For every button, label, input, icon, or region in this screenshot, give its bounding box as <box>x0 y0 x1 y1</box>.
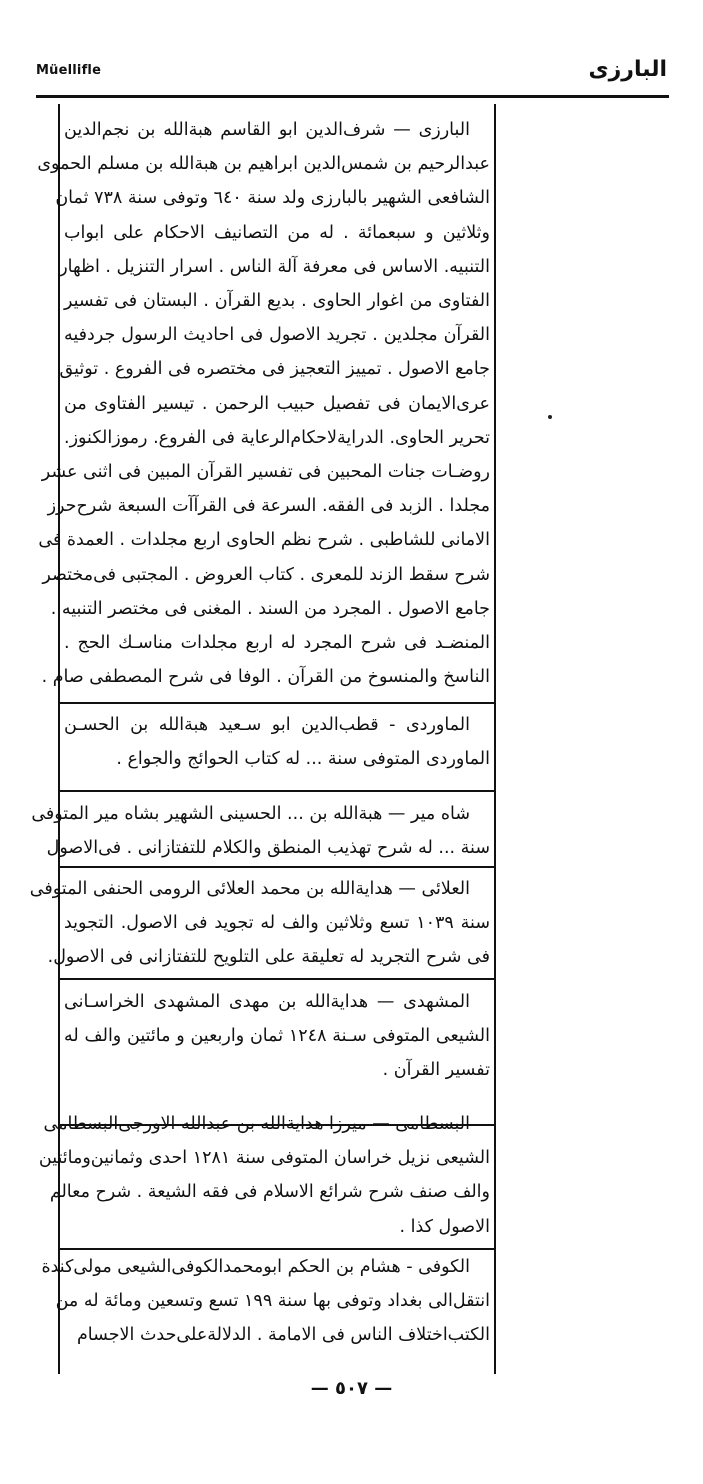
entry-line: الشافعى الشهير بالبارزى ولد سنة ٦٤٠ وتوفى سنة ٧٣٨ ثمان <box>55 188 490 209</box>
entry-line: تحرير الحاوى. الدراية‌لاحكام‌الرعاية فى الفروع. رموزالكنوز. <box>64 427 490 448</box>
entry-line: الناسخ والمنسوخ من القرآن . الوفا فى شرح المصطفى صام . <box>41 667 490 688</box>
entry-line: الماوردى - قطب‌الدين ابو سـعيد هبة‌الله بن الحسـن <box>64 715 470 735</box>
entry-line: شرح سقط الزند للمعرى . كتاب العروض . المجتبى فى‌مختصر <box>42 564 490 585</box>
entry-line: عبدالرحيم بن شمس‌الدين ابراهيم بن هبة‌الله بن مسلم الحموى <box>37 154 490 175</box>
header-rule <box>36 95 669 98</box>
entry-line: القرآن مجلدين . تجريد الاصول فى احاديث الرسول جردفيه <box>64 325 490 346</box>
entry-line: التنبيه. الاساس فى معرفة آلة الناس . اسرار التنزيل . اظهار <box>59 256 490 277</box>
entry-bistami <box>38 1107 490 1244</box>
ink-speck <box>548 415 552 419</box>
entries-container <box>29 104 496 1374</box>
entry-line: المشهدى — هداية‌الله بن مهدى المشهدى الخراسـانى <box>64 992 470 1012</box>
text-column <box>29 104 496 1374</box>
entry-line: الامانى للشاطبى . شرح نظم الحاوى اربع مجلدات . العمدة فى <box>38 530 490 551</box>
entry-line: البسطامى — ميرزا هداية‌الله بن عبدالله الاورجى‌البسطامى <box>43 1114 470 1134</box>
entry-line: العلائى — هداية‌الله بن محمد العلائى الرومى الحنفى المتوفى <box>29 879 470 899</box>
entry-line: الاصول كذا . <box>399 1216 490 1237</box>
entry-line: الكتب‌اختلاف الناس فى الامامة . الدلالة‌على‌حدث الاجسام <box>76 1325 490 1346</box>
entry-line: المنضـد فى شرح المجرد له اربع مجلدات مناسـك الحج . <box>64 633 490 654</box>
entry-mashhadi <box>64 985 490 1088</box>
header-left-text: Müellifle <box>36 63 102 78</box>
entry-line: الفتاوى من اغوار الحاوى . بديع القرآن . البستان فى تفسير <box>64 291 490 312</box>
entry-alai <box>29 872 490 975</box>
entry-line: انتقل‌الى بغداد وتوفى بها سنة ١٩٩ تسع وتسعين ومائة له من <box>55 1291 490 1312</box>
header-right-title: البارزى <box>588 57 667 82</box>
entry-line: سنة ... له شرح تهذيب المنطق والكلام للتفتازانى . فى‌الاصول <box>46 838 490 859</box>
entry-line: عرى‌الايمان فى تفصيل حبيب الرحمن . تيسير الفتاوى من <box>64 393 490 414</box>
entry-line: سنة ١٠٣٩ تسع وثلاثين والف له تجويد فى الاصول. التجويد <box>64 913 490 934</box>
entry-line: روضـات جنات المحبين فى تفسير القرآن المبين فى اثنى عشر <box>41 462 490 483</box>
entry-mawardi <box>64 708 490 776</box>
page-number: — ٥٠٧ — <box>310 1378 393 1399</box>
entry-line: شاه مير — هبة‌الله بن ... الحسينى الشهير بشاه مير المتوفى <box>31 804 470 824</box>
entry-kufi <box>41 1250 490 1353</box>
entry-line: تفسير القرآن . <box>382 1060 490 1081</box>
entry-line: الشيعى المتوفى سـنة ١٢٤٨ ثمان واربعين و مائتين والف له <box>64 1026 490 1047</box>
entry-line: مجلدا . الزبد فى الفقه. السرعة فى القرآآت السبعة شرح‌حرز <box>47 496 490 517</box>
entry-barizi <box>37 113 490 694</box>
entry-line: البارزى — شرف‌الدين ابو القاسم هبة‌الله بن نجم‌الدين <box>64 120 470 140</box>
entry-shah-mir <box>31 797 490 865</box>
entry-line: والف صنف شرح شرائع الاسلام فى فقه الشيعة . شرح معالم <box>49 1182 490 1203</box>
entry-line: فى شرح التجريد له تعليقة على التلويح للتفتازانى فى الاصول. <box>47 947 490 968</box>
entry-line: وثلاثين و سبعمائة . له من التصانيف الاحكام على ابواب <box>64 222 490 243</box>
entry-line: الماوردى المتوفى سنة ... له كتاب الحوائج والجواع . <box>116 749 490 770</box>
entry-line: الكوفى - هشام بن الحكم ابومحمدالكوفى‌الشيعى مولى‌كندة <box>41 1257 470 1277</box>
entry-line: جامع الاصول . المجرد من السند . المغنى فى مختصر التنبيه . <box>50 598 490 619</box>
entry-line: جامع الاصول . تمييز التعجيز فى مختصره فى الفروع . توثيق <box>59 359 490 380</box>
entry-line: الشيعى نزيل خراسان المتوفى سنة ١٢٨١ احدى وثمانين‌ومائتين <box>38 1148 490 1169</box>
